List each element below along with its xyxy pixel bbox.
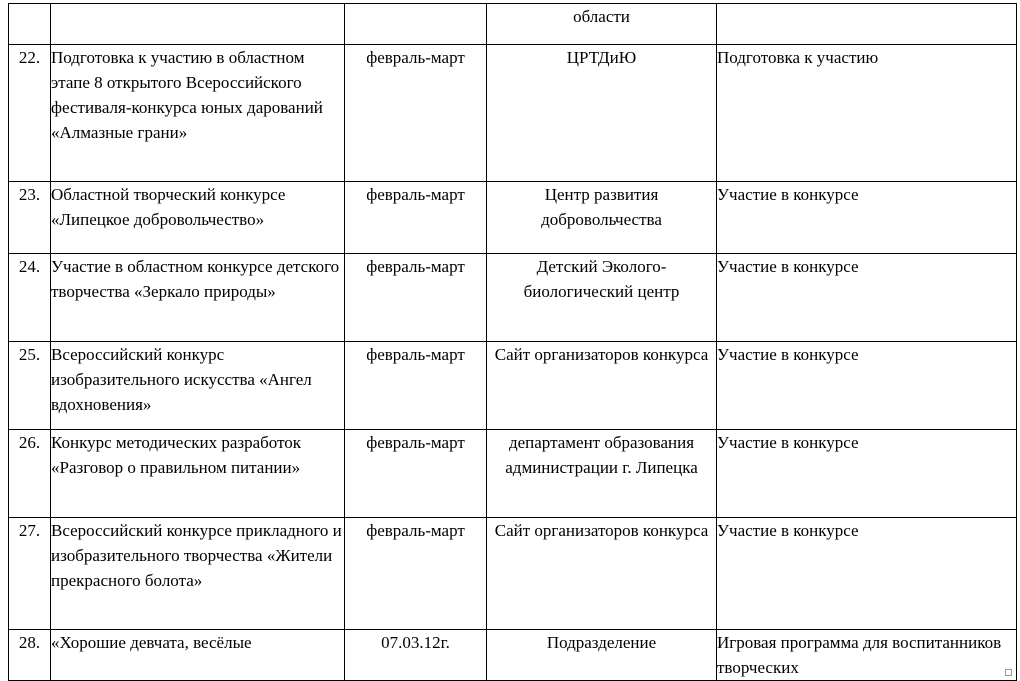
table-row: [9, 430, 1017, 518]
event-cell: Участие в областном конкурсе детского творчества «Зеркало природы»: [51, 254, 345, 342]
result-cell: [717, 4, 1017, 45]
table-row: [9, 182, 1017, 254]
date-cell: февраль-март: [345, 182, 487, 254]
date-cell: [345, 4, 487, 45]
place-cell: Подразделение: [487, 630, 717, 681]
date-cell: февраль-март: [345, 342, 487, 430]
place-cell: Сайт организаторов конкурса: [487, 518, 717, 630]
row-number-cell: 23.: [9, 182, 51, 254]
date-cell: февраль-март: [345, 518, 487, 630]
place-cell: Детский Эколого-биологический центр: [487, 254, 717, 342]
row-number-cell: 22.: [9, 45, 51, 182]
result-cell: Участие в конкурсе: [717, 430, 1017, 518]
result-cell: Игровая программа для воспитанников творческих: [717, 630, 1017, 681]
event-cell: Всероссийский конкурс изобразительного искусства «Ангел вдохновения»: [51, 342, 345, 430]
place-cell: ЦРТДиЮ: [487, 45, 717, 182]
events-table: [8, 3, 1017, 681]
date-cell: февраль-март: [345, 45, 487, 182]
row-number-cell: 28.: [9, 630, 51, 681]
event-cell: Конкурс методических разработок «Разговор о правильном питании»: [51, 430, 345, 518]
row-number-cell: 27.: [9, 518, 51, 630]
row-number-cell: 26.: [9, 430, 51, 518]
table-row: [9, 630, 1017, 681]
table-row: [9, 518, 1017, 630]
date-cell: 07.03.12г.: [345, 630, 487, 681]
place-cell: Центр развития добровольчества: [487, 182, 717, 254]
event-cell: Подготовка к участию в областном этапе 8 открытого Всероссийского фестиваля-конкурса юных дарований «Алмазные грани»: [51, 45, 345, 182]
date-cell: февраль-март: [345, 430, 487, 518]
place-cell: Сайт организаторов конкурса: [487, 342, 717, 430]
row-number-cell: 25.: [9, 342, 51, 430]
table-row: [9, 45, 1017, 182]
event-cell: Областной творческий конкурсе «Липецкое добровольчество»: [51, 182, 345, 254]
table-row: [9, 4, 1017, 45]
event-cell: «Хорошие девчата, весёлые: [51, 630, 345, 681]
date-cell: февраль-март: [345, 254, 487, 342]
row-number-cell: [9, 4, 51, 45]
result-cell: Подготовка к участию: [717, 45, 1017, 182]
result-cell: Участие в конкурсе: [717, 182, 1017, 254]
place-cell: области: [487, 4, 717, 45]
place-cell: департамент образования администрации г. Липецка: [487, 430, 717, 518]
result-cell: Участие в конкурсе: [717, 254, 1017, 342]
event-cell: [51, 4, 345, 45]
page-corner-marker: [1005, 669, 1012, 676]
row-number-cell: 24.: [9, 254, 51, 342]
event-cell: Всероссийский конкурсе прикладного и изобразительного творчества «Жители прекрасного болота»: [51, 518, 345, 630]
result-cell: Участие в конкурсе: [717, 518, 1017, 630]
result-cell: Участие в конкурсе: [717, 342, 1017, 430]
table-row: [9, 254, 1017, 342]
table-row: [9, 342, 1017, 430]
